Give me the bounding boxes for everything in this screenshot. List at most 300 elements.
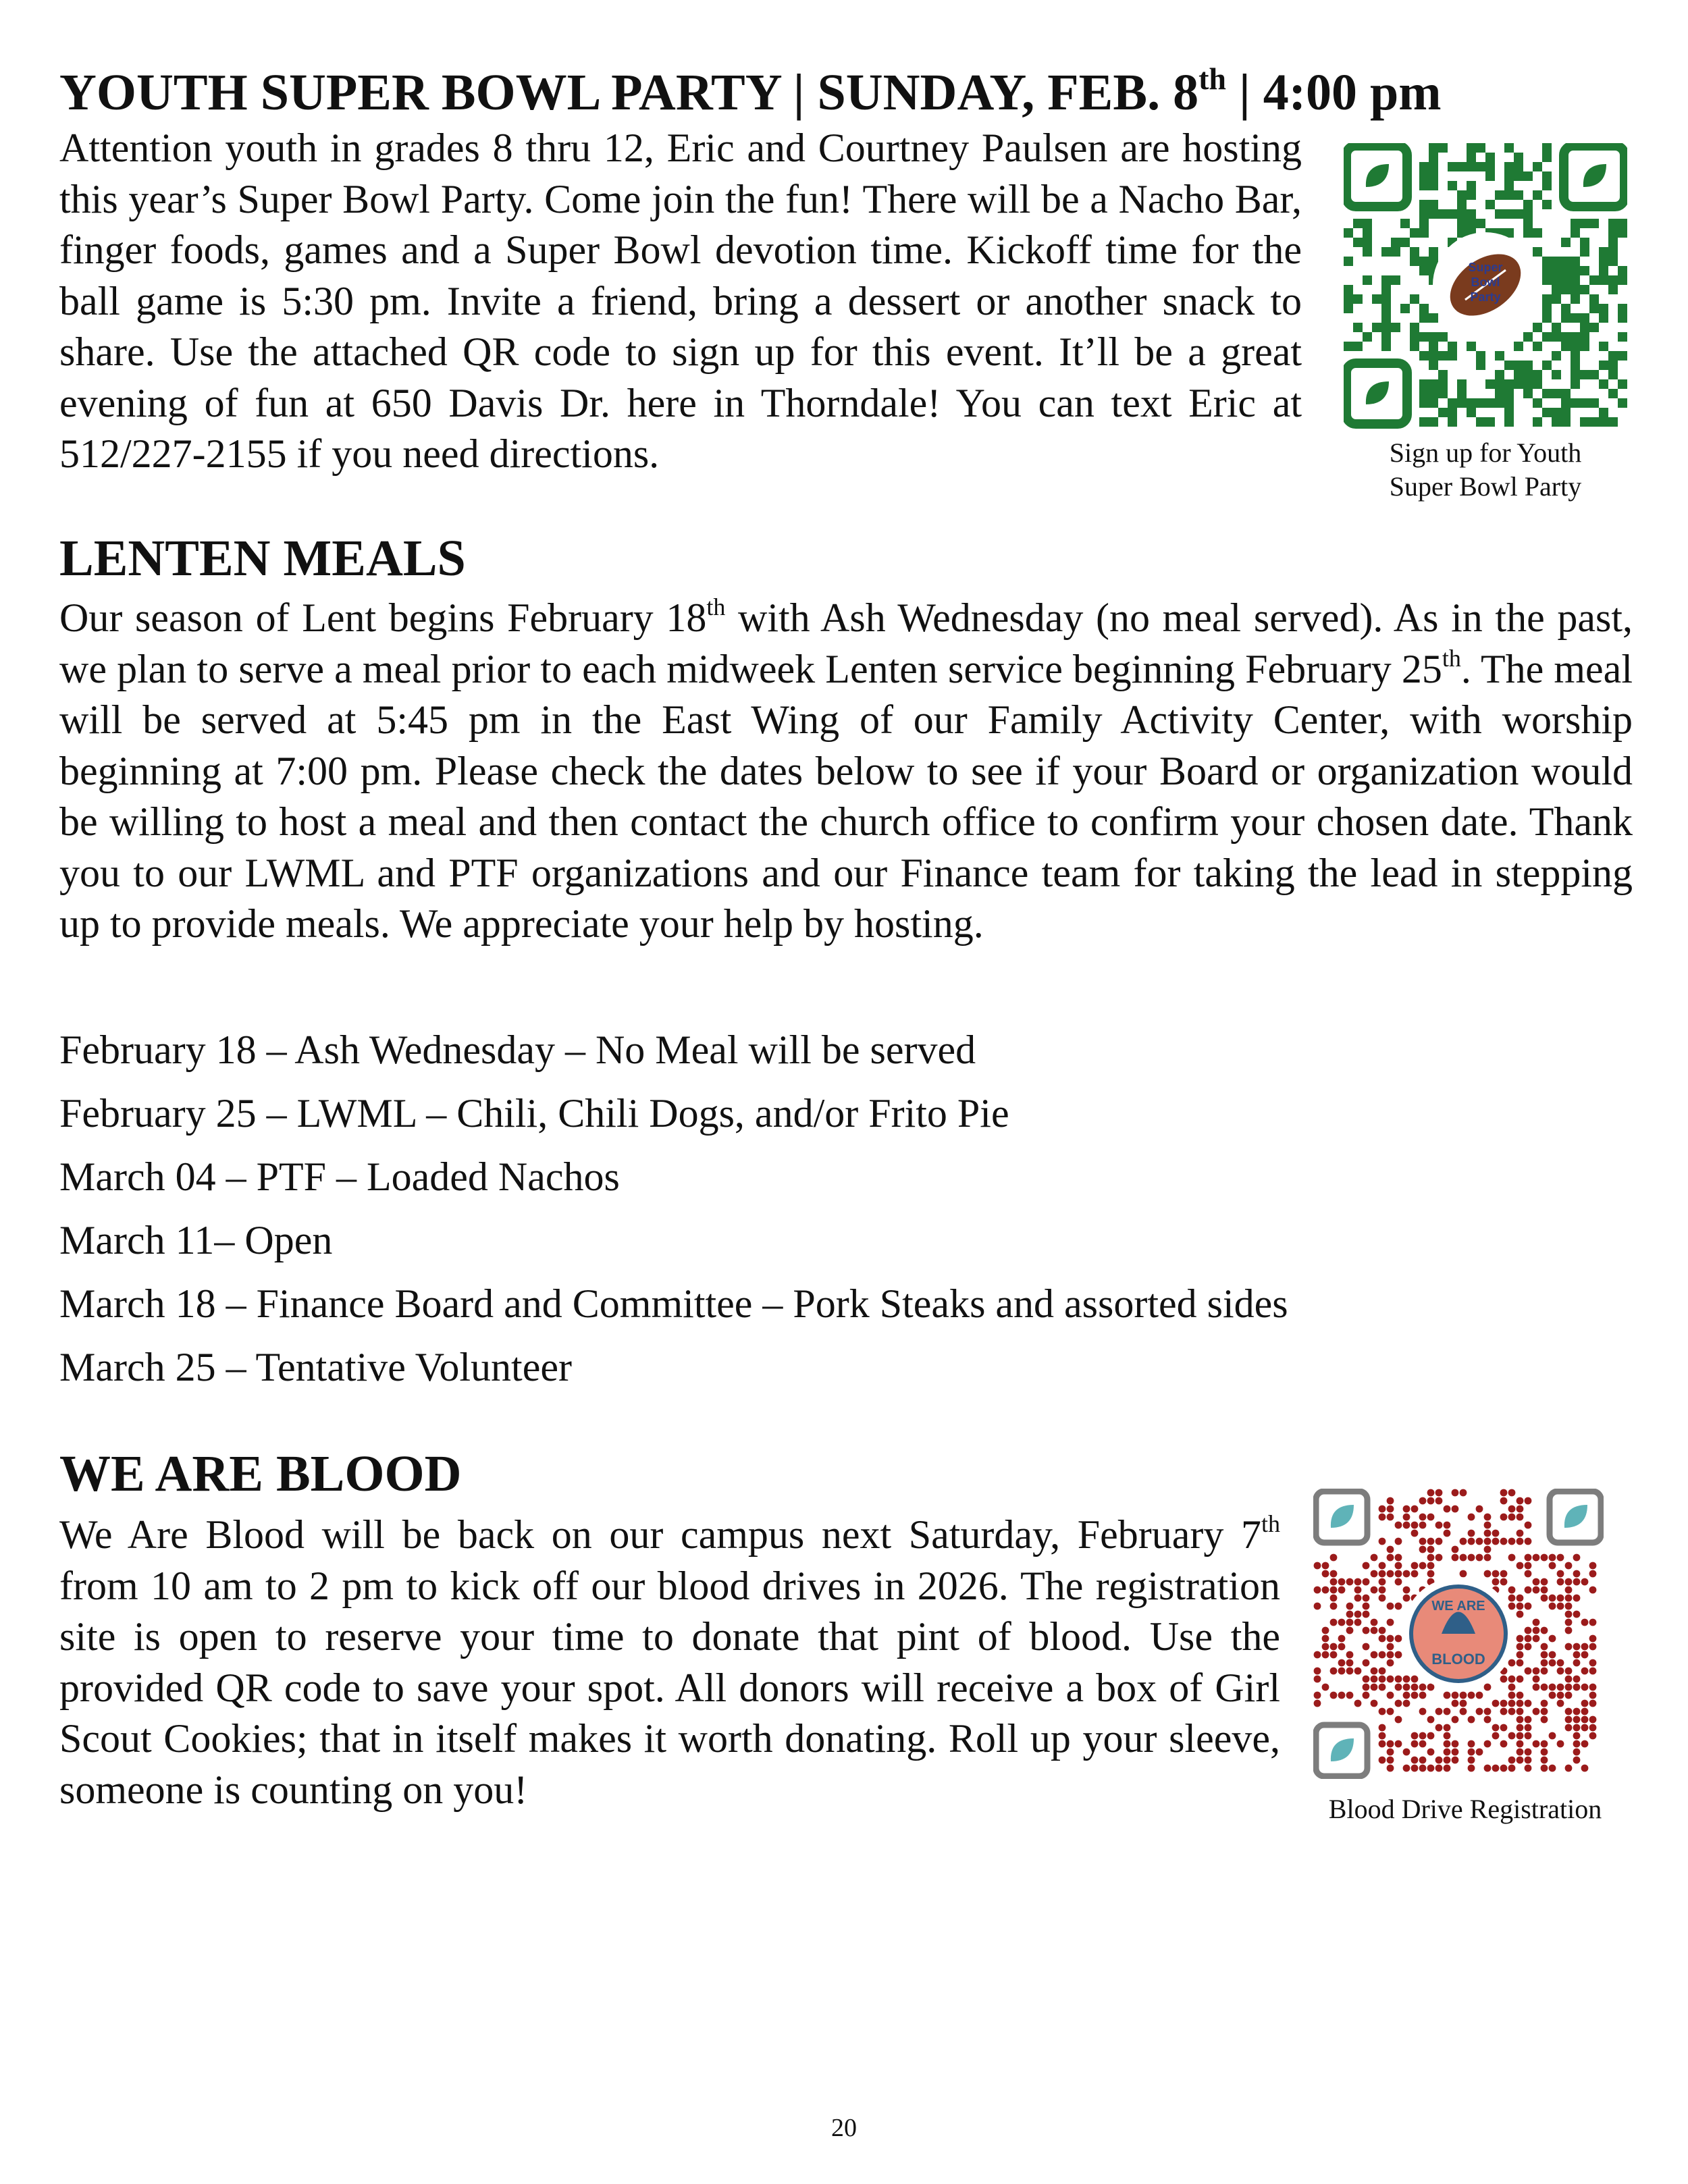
qr-module bbox=[1468, 1765, 1475, 1772]
qr-module bbox=[1448, 181, 1457, 190]
qr-module bbox=[1363, 1659, 1370, 1667]
qr-module bbox=[1448, 162, 1457, 171]
qr-module bbox=[1561, 332, 1571, 342]
qr-module bbox=[1571, 219, 1580, 228]
qr-module bbox=[1387, 1635, 1394, 1643]
youth-party-qr-caption: Sign up for Youth Super Bowl Party bbox=[1389, 437, 1582, 502]
qr-module bbox=[1344, 257, 1353, 266]
qr-module bbox=[1381, 275, 1391, 285]
qr-module bbox=[1599, 313, 1608, 323]
qr-module bbox=[1514, 190, 1523, 200]
qr-module bbox=[1508, 1700, 1516, 1707]
qr-module bbox=[1330, 1554, 1338, 1562]
qr-module bbox=[1395, 1570, 1402, 1578]
qr-module bbox=[1395, 1716, 1402, 1724]
qr-module bbox=[1427, 1546, 1435, 1553]
qr-module bbox=[1467, 398, 1476, 408]
qr-module bbox=[1429, 153, 1438, 162]
qr-module bbox=[1330, 1587, 1338, 1594]
qr-module bbox=[1419, 398, 1429, 408]
qr-module bbox=[1363, 1627, 1370, 1634]
qr-module bbox=[1525, 1643, 1532, 1651]
qr-module bbox=[1618, 379, 1627, 389]
youth-party-body: Attention youth in grades 8 thru 12, Eric and Courtney Paulsen are hosting this year’s Super Bowl Party. Come join the fun! There will be a Nacho Bar, finger foods, games and a Super Bowl devotion time. Kickoff time for the ball game is 5:30 pm. Invite a friend, bring a dessert or another snack to share. Use the attached QR code to sign up for this event. It’ll be a great evening of fun at 650 Davis Dr. here in Thorndale! You can text Eric at 512/227-2155 if you need directions. bbox=[59, 126, 1302, 476]
qr-module bbox=[1508, 1489, 1516, 1497]
qr-module bbox=[1354, 1611, 1362, 1618]
qr-module bbox=[1514, 209, 1523, 219]
qr-module bbox=[1363, 332, 1372, 342]
qr-module bbox=[1608, 417, 1618, 427]
qr-module bbox=[1589, 1619, 1597, 1626]
qr-module bbox=[1419, 1757, 1427, 1764]
qr-module bbox=[1419, 313, 1429, 323]
qr-module bbox=[1435, 1765, 1443, 1772]
qr-module bbox=[1460, 1554, 1467, 1562]
qr-module bbox=[1330, 1643, 1338, 1651]
qr-module bbox=[1429, 313, 1438, 323]
qr-module bbox=[1565, 1595, 1573, 1602]
qr-module bbox=[1363, 1692, 1370, 1699]
qr-module bbox=[1516, 1514, 1524, 1521]
qr-module bbox=[1589, 1587, 1597, 1594]
qr-module bbox=[1589, 323, 1599, 332]
qr-module bbox=[1549, 1603, 1556, 1610]
qr-module bbox=[1525, 1627, 1532, 1634]
qr-module bbox=[1363, 238, 1372, 247]
qr-module bbox=[1608, 275, 1618, 285]
qr-module bbox=[1371, 1700, 1378, 1707]
qr-module bbox=[1353, 342, 1363, 351]
qr-module bbox=[1363, 1676, 1370, 1683]
qr-module bbox=[1516, 1603, 1524, 1610]
qr-module bbox=[1419, 1692, 1427, 1699]
qr-module bbox=[1571, 275, 1580, 285]
qr-module bbox=[1589, 1692, 1597, 1699]
qr-module bbox=[1580, 417, 1589, 427]
qr-module bbox=[1419, 266, 1429, 275]
qr-module bbox=[1354, 1578, 1362, 1586]
qr-module bbox=[1460, 1489, 1467, 1497]
qr-module bbox=[1467, 162, 1476, 171]
qr-module bbox=[1371, 1619, 1378, 1626]
qr-module bbox=[1419, 1562, 1427, 1570]
qr-module bbox=[1322, 1643, 1329, 1651]
qr-module bbox=[1580, 285, 1589, 294]
qr-module bbox=[1599, 361, 1608, 370]
qr-module bbox=[1371, 1684, 1378, 1691]
qr-module bbox=[1561, 266, 1571, 275]
qr-module bbox=[1523, 379, 1533, 389]
qr-module bbox=[1484, 1530, 1492, 1537]
qr-module bbox=[1372, 294, 1381, 304]
qr-module bbox=[1557, 1554, 1564, 1562]
qr-module bbox=[1411, 1757, 1419, 1764]
qr-module bbox=[1542, 181, 1552, 190]
qr-module bbox=[1500, 1538, 1508, 1545]
qr-module bbox=[1338, 1578, 1346, 1586]
qr-module bbox=[1468, 1757, 1475, 1764]
qr-module bbox=[1580, 342, 1589, 351]
qr-module bbox=[1429, 257, 1438, 266]
qr-module bbox=[1618, 351, 1627, 361]
qr-module bbox=[1435, 1489, 1443, 1497]
qr-module bbox=[1476, 1554, 1483, 1562]
qr-module bbox=[1395, 1740, 1402, 1748]
qr-module bbox=[1557, 1684, 1564, 1691]
qr-module bbox=[1371, 1676, 1378, 1683]
qr-module bbox=[1379, 1627, 1386, 1634]
qr-module bbox=[1452, 1757, 1459, 1764]
blood-drive-qr-code[interactable] bbox=[1313, 1489, 1604, 1779]
qr-module bbox=[1508, 1595, 1516, 1602]
qr-module bbox=[1379, 1684, 1386, 1691]
qr-module bbox=[1467, 408, 1476, 417]
qr-module bbox=[1500, 1724, 1508, 1732]
qr-module bbox=[1608, 228, 1618, 238]
qr-module bbox=[1467, 209, 1476, 219]
qr-module bbox=[1429, 332, 1438, 342]
qr-module bbox=[1330, 1603, 1338, 1610]
qr-module bbox=[1525, 1570, 1532, 1578]
qr-module bbox=[1516, 1700, 1524, 1707]
schedule-item: February 18 – Ash Wednesday – No Meal will be served bbox=[59, 1028, 976, 1072]
qr-module bbox=[1516, 1740, 1524, 1748]
qr-module bbox=[1571, 379, 1580, 389]
qr-module bbox=[1476, 1749, 1483, 1756]
qr-module bbox=[1338, 1668, 1346, 1675]
qr-module bbox=[1495, 190, 1504, 200]
qr-module bbox=[1608, 370, 1618, 379]
qr-module bbox=[1508, 1708, 1516, 1715]
qr-module bbox=[1467, 342, 1476, 351]
qr-module bbox=[1403, 1765, 1410, 1772]
qr-module bbox=[1411, 1570, 1419, 1578]
qr-module bbox=[1485, 200, 1495, 209]
qr-module bbox=[1363, 1684, 1370, 1691]
qr-module bbox=[1381, 323, 1391, 332]
qr-module bbox=[1589, 1635, 1597, 1643]
qr-module bbox=[1504, 361, 1514, 370]
qr-module bbox=[1608, 361, 1618, 370]
qr-module bbox=[1427, 1538, 1435, 1545]
qr-module bbox=[1516, 1506, 1524, 1513]
qr-module bbox=[1410, 323, 1419, 332]
qr-module bbox=[1561, 238, 1571, 247]
qr-module bbox=[1542, 200, 1552, 209]
qr-module bbox=[1589, 294, 1599, 304]
qr-module bbox=[1353, 238, 1363, 247]
qr-module bbox=[1371, 1587, 1378, 1594]
qr-module bbox=[1387, 1546, 1394, 1553]
qr-module bbox=[1330, 1578, 1338, 1586]
qr-module bbox=[1322, 1627, 1329, 1634]
qr-module bbox=[1516, 1692, 1524, 1699]
qr-module bbox=[1533, 190, 1542, 200]
qr-module bbox=[1542, 313, 1552, 323]
qr-module bbox=[1541, 1651, 1548, 1659]
qr-module bbox=[1427, 1489, 1435, 1497]
qr-module bbox=[1467, 143, 1476, 153]
qr-module bbox=[1379, 1570, 1386, 1578]
qr-module bbox=[1573, 1570, 1581, 1578]
qr-module bbox=[1435, 1522, 1443, 1529]
qr-module bbox=[1504, 417, 1514, 427]
qr-module bbox=[1514, 370, 1523, 379]
qr-module bbox=[1561, 285, 1571, 294]
qr-module bbox=[1468, 1740, 1475, 1748]
qr-module bbox=[1514, 361, 1523, 370]
qr-module bbox=[1419, 209, 1429, 219]
qr-module bbox=[1516, 1716, 1524, 1724]
qr-module bbox=[1429, 389, 1438, 398]
qr-module bbox=[1484, 1765, 1492, 1772]
qr-module bbox=[1379, 1635, 1386, 1643]
qr-module bbox=[1565, 1692, 1573, 1699]
qr-module bbox=[1608, 238, 1618, 247]
qr-module bbox=[1516, 1724, 1524, 1732]
qr-module bbox=[1484, 1514, 1492, 1521]
qr-module bbox=[1419, 171, 1429, 181]
qr-module bbox=[1363, 1643, 1370, 1651]
qr-module bbox=[1438, 379, 1448, 389]
qr-module bbox=[1338, 1643, 1346, 1651]
qr-module bbox=[1533, 1668, 1540, 1675]
qr-module bbox=[1322, 1562, 1329, 1570]
qr-module bbox=[1387, 1506, 1394, 1513]
qr-module bbox=[1379, 1651, 1386, 1659]
qr-module bbox=[1411, 1506, 1419, 1513]
qr-logo-text: Bowl bbox=[1471, 275, 1500, 289]
qr-module bbox=[1541, 1554, 1548, 1562]
qr-module bbox=[1552, 370, 1561, 379]
qr-module bbox=[1330, 1668, 1338, 1675]
qr-module bbox=[1533, 342, 1542, 351]
qr-module bbox=[1599, 408, 1608, 417]
qr-module bbox=[1353, 219, 1363, 228]
qr-module bbox=[1344, 285, 1353, 294]
qr-module bbox=[1419, 332, 1429, 342]
qr-module bbox=[1552, 408, 1561, 417]
qr-module bbox=[1525, 1724, 1532, 1732]
qr-module bbox=[1419, 1514, 1427, 1521]
qr-module bbox=[1354, 1595, 1362, 1602]
qr-module bbox=[1533, 162, 1542, 171]
qr-module bbox=[1419, 379, 1429, 389]
qr-module bbox=[1387, 1603, 1394, 1610]
qr-module bbox=[1571, 266, 1580, 275]
qr-module bbox=[1541, 1595, 1548, 1602]
qr-module bbox=[1379, 1668, 1386, 1675]
qr-module bbox=[1504, 181, 1514, 190]
qr-module bbox=[1429, 247, 1438, 257]
qr-module bbox=[1525, 1716, 1532, 1724]
qr-module bbox=[1514, 162, 1523, 171]
leaf-icon bbox=[1366, 164, 1389, 187]
qr-module bbox=[1504, 209, 1514, 219]
qr-module bbox=[1542, 143, 1552, 153]
qr-module bbox=[1533, 1708, 1540, 1715]
qr-module bbox=[1429, 200, 1438, 209]
qr-module bbox=[1429, 209, 1438, 219]
schedule-item: March 11– Open bbox=[59, 1218, 333, 1262]
qr-module bbox=[1557, 1659, 1564, 1667]
qr-module bbox=[1363, 275, 1372, 285]
qr-module bbox=[1485, 171, 1495, 181]
qr-module bbox=[1410, 247, 1419, 257]
qr-module bbox=[1429, 143, 1438, 153]
qr-module bbox=[1608, 351, 1618, 361]
qr-module bbox=[1429, 351, 1438, 361]
qr-module bbox=[1452, 1716, 1459, 1724]
qr-module bbox=[1379, 1757, 1386, 1764]
qr-module bbox=[1379, 1740, 1386, 1748]
qr-module bbox=[1523, 200, 1533, 209]
qr-module bbox=[1618, 228, 1627, 238]
qr-module bbox=[1500, 1740, 1508, 1748]
qr-module bbox=[1363, 1562, 1370, 1570]
qr-module bbox=[1371, 1554, 1378, 1562]
qr-module bbox=[1516, 1651, 1524, 1659]
qr-module bbox=[1516, 1562, 1524, 1570]
qr-module bbox=[1533, 1684, 1540, 1691]
qr-module bbox=[1410, 294, 1419, 304]
qr-module bbox=[1379, 1595, 1386, 1602]
schedule-item: March 18 – Finance Board and Committee – Pork Steaks and assorted sides bbox=[59, 1281, 1288, 1326]
qr-module bbox=[1379, 1506, 1386, 1513]
qr-module bbox=[1552, 351, 1561, 361]
qr-module bbox=[1381, 285, 1391, 294]
youth-party-qr-code[interactable] bbox=[1344, 143, 1627, 433]
qr-module bbox=[1573, 1659, 1581, 1667]
qr-module bbox=[1514, 171, 1523, 181]
qr-module bbox=[1541, 1684, 1548, 1691]
qr-module bbox=[1508, 1554, 1516, 1562]
qr-module bbox=[1500, 1676, 1508, 1683]
qr-module bbox=[1444, 1522, 1451, 1529]
qr-module bbox=[1391, 275, 1400, 285]
qr-module bbox=[1589, 304, 1599, 313]
qr-module bbox=[1427, 1570, 1435, 1578]
qr-module bbox=[1448, 408, 1457, 417]
qr-module bbox=[1452, 1749, 1459, 1756]
qr-module bbox=[1492, 1530, 1500, 1537]
qr-module bbox=[1419, 228, 1429, 238]
qr-module bbox=[1387, 1676, 1394, 1683]
qr-module bbox=[1492, 1538, 1500, 1545]
qr-module bbox=[1457, 209, 1467, 219]
qr-module bbox=[1599, 417, 1608, 427]
qr-module bbox=[1571, 351, 1580, 361]
qr-module bbox=[1485, 379, 1495, 389]
qr-module bbox=[1457, 219, 1467, 228]
qr-module bbox=[1508, 1765, 1516, 1772]
qr-module bbox=[1444, 1740, 1451, 1748]
qr-module bbox=[1533, 370, 1542, 379]
qr-module bbox=[1541, 1757, 1548, 1764]
qr-module bbox=[1516, 1659, 1524, 1667]
qr-module bbox=[1533, 398, 1542, 408]
qr-module bbox=[1448, 417, 1457, 427]
qr-module bbox=[1525, 1749, 1532, 1756]
qr-module bbox=[1353, 294, 1363, 304]
qr-module bbox=[1549, 1651, 1556, 1659]
qr-module bbox=[1379, 1676, 1386, 1683]
qr-module bbox=[1565, 1716, 1573, 1724]
qr-module bbox=[1438, 209, 1448, 219]
qr-module bbox=[1379, 1578, 1386, 1586]
qr-module bbox=[1444, 1692, 1451, 1699]
qr-module bbox=[1411, 1732, 1419, 1740]
qr-module bbox=[1452, 1546, 1459, 1553]
qr-module bbox=[1557, 1700, 1564, 1707]
qr-module bbox=[1599, 379, 1608, 389]
qr-module bbox=[1411, 1692, 1419, 1699]
qr-module bbox=[1516, 1595, 1524, 1602]
qr-module bbox=[1403, 1522, 1410, 1529]
qr-module bbox=[1427, 1497, 1435, 1505]
qr-module bbox=[1467, 190, 1476, 200]
qr-module bbox=[1484, 1716, 1492, 1724]
qr-module bbox=[1403, 1676, 1410, 1683]
qr-module bbox=[1460, 1538, 1467, 1545]
qr-module bbox=[1346, 1619, 1354, 1626]
qr-module bbox=[1571, 228, 1580, 238]
page-number: 20 bbox=[831, 2114, 857, 2142]
qr-module bbox=[1525, 1554, 1532, 1562]
qr-module bbox=[1541, 1700, 1548, 1707]
qr-module bbox=[1500, 1514, 1508, 1521]
qr-module bbox=[1403, 1570, 1410, 1578]
qr-module bbox=[1516, 1708, 1524, 1715]
qr-module bbox=[1573, 1732, 1581, 1740]
qr-module bbox=[1387, 1765, 1394, 1772]
qr-module bbox=[1571, 370, 1580, 379]
qr-module bbox=[1435, 1554, 1443, 1562]
qr-module bbox=[1525, 1700, 1532, 1707]
qr-module bbox=[1395, 1538, 1402, 1545]
qr-module bbox=[1504, 398, 1514, 408]
qr-module bbox=[1533, 323, 1542, 332]
qr-module bbox=[1504, 228, 1514, 238]
qr-module bbox=[1438, 370, 1448, 379]
qr-module bbox=[1387, 1651, 1394, 1659]
qr-module bbox=[1608, 389, 1618, 398]
qr-module bbox=[1457, 162, 1467, 171]
qr-module bbox=[1514, 379, 1523, 389]
qr-module bbox=[1618, 219, 1627, 228]
qr-module bbox=[1573, 1595, 1581, 1602]
qr-module bbox=[1403, 1692, 1410, 1699]
qr-module bbox=[1557, 1668, 1564, 1675]
qr-module bbox=[1322, 1684, 1329, 1691]
qr-module bbox=[1608, 285, 1618, 294]
qr-module bbox=[1403, 1749, 1410, 1756]
qr-module bbox=[1565, 1603, 1573, 1610]
qr-module bbox=[1330, 1570, 1338, 1578]
qr-module bbox=[1411, 1676, 1419, 1683]
qr-module bbox=[1468, 1692, 1475, 1699]
qr-module bbox=[1508, 1538, 1516, 1545]
qr-module bbox=[1467, 153, 1476, 162]
qr-module bbox=[1346, 1651, 1354, 1659]
qr-module bbox=[1589, 1668, 1597, 1675]
qr-module bbox=[1618, 275, 1627, 285]
qr-module bbox=[1468, 1749, 1475, 1756]
qr-module bbox=[1344, 342, 1353, 351]
qr-module bbox=[1573, 1643, 1581, 1651]
qr-module bbox=[1492, 1700, 1500, 1707]
qr-module bbox=[1549, 1765, 1556, 1772]
